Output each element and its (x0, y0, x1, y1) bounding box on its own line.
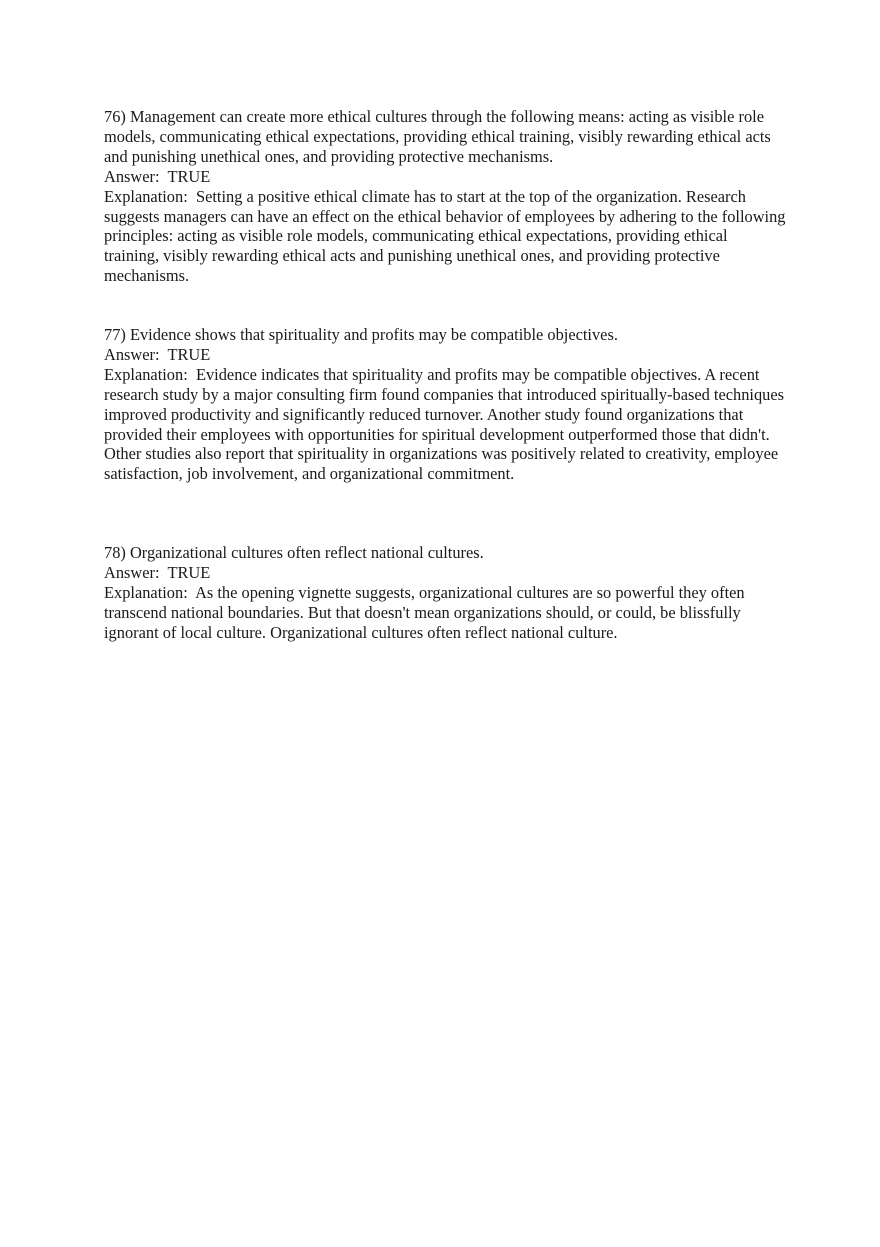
answer-line (104, 167, 786, 187)
explanation (104, 365, 786, 484)
explanation-label: Explanation: (104, 364, 188, 384)
question-77 (104, 325, 786, 484)
answer-value: TRUE (167, 562, 211, 582)
question-text (104, 543, 786, 563)
explanation-text: Setting a positive ethical climate has to start at the top of the organization. Research suggests managers can have an effect on the ethical behavior of employees by adhering to the following principles: acting as visible role models, communicating ethical expectations, providing ethical training, visibly rewarding ethical acts and punishing unethical ones, and providing protective mechanisms. (104, 186, 786, 286)
answer-line (104, 563, 786, 583)
question-statement: Management can create more ethical cultures through the following means: acting as visible role models, communicating ethical expectations, providing ethical training, visibly rewarding ethical acts and punishing unethical ones, and providing protective mechanisms. (104, 107, 771, 166)
explanation (104, 583, 786, 643)
answer-value: TRUE (167, 166, 211, 186)
question-statement: Evidence shows that spirituality and profits may be compatible objectives. (129, 325, 618, 344)
explanation-text: Evidence indicates that spirituality and profits may be compatible objectives. A recent research study by a major consulting firm found companies that introduced spiritually-based techniques improved productivity and significantly reduced turnover. Another study found organizations that provided their employees with opportunities for spiritual development outperformed those that didn't. Other studies also report that spirituality in organizations was positively related to creativity, employee satisfaction, job involvement, and organizational commitment. (104, 364, 785, 484)
question-number: 77) (104, 325, 126, 344)
answer-value: TRUE (167, 344, 211, 364)
question-76 (104, 107, 786, 286)
answer-label: Answer: (104, 344, 160, 364)
question-78 (104, 543, 786, 643)
question-text (104, 325, 786, 345)
question-number: 78) (104, 543, 126, 562)
explanation-label: Explanation: (104, 582, 188, 602)
explanation (104, 187, 786, 287)
explanation-text: As the opening vignette suggests, organizational cultures are so powerful they often transcend national boundaries. But that doesn't mean organizations should, or could, be blissfully ignorant of local culture. Organizational cultures often reflect national culture. (104, 582, 745, 642)
question-number: 76) (104, 107, 126, 126)
answer-label: Answer: (104, 562, 160, 582)
explanation-label: Explanation: (104, 186, 188, 206)
answer-label: Answer: (104, 166, 160, 186)
question-text (104, 107, 786, 167)
answer-line (104, 345, 786, 365)
question-statement: Organizational cultures often reflect national cultures. (129, 543, 484, 562)
